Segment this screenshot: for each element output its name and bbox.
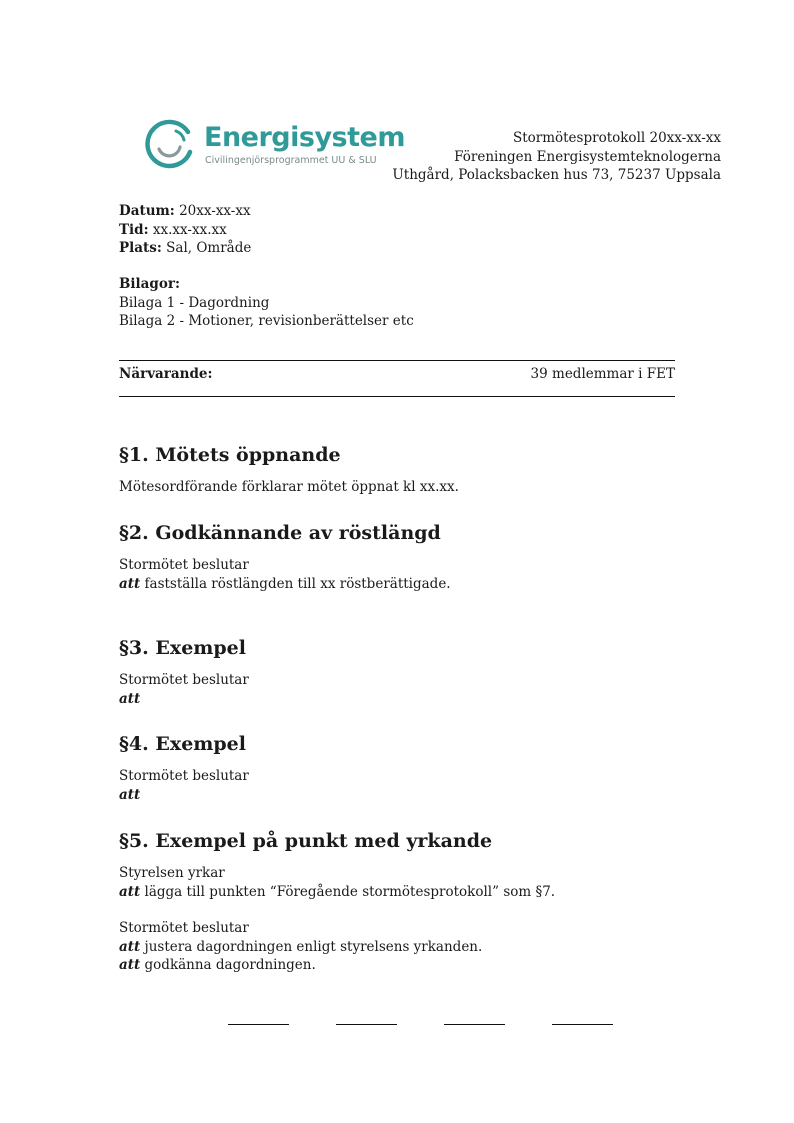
- attendance-label: Närvarande:: [119, 366, 213, 382]
- logo-subtitle: Civilingenjörsprogrammet UU & SLU: [205, 155, 377, 166]
- time-row: [119, 221, 251, 240]
- energisystem-logo: [144, 118, 405, 178]
- decision-intro: Stormötet beslutar: [119, 768, 249, 784]
- section-heading: §3. Exempel: [119, 637, 246, 659]
- section-3: [119, 636, 699, 708]
- section-body: [119, 767, 699, 804]
- attachments-label: Bilagor:: [119, 276, 180, 292]
- decision-intro: Stormötet beslutar: [119, 920, 249, 936]
- section-2: [119, 521, 699, 593]
- header-address: Uthgård, Polacksbacken hus 73, 75237 Uppsala: [392, 167, 721, 183]
- date-value: 20xx-xx-xx: [179, 203, 251, 219]
- section-4: [119, 732, 699, 804]
- section-body: [119, 864, 699, 975]
- proposal-text: lägga till punkten “Föregående stormötesprotokoll” som §7.: [144, 883, 556, 900]
- attendance-row: [119, 366, 675, 382]
- place-label: Plats:: [119, 240, 162, 256]
- attendance-value: 39 medlemmar i FET: [530, 366, 675, 382]
- section-body: [119, 556, 699, 593]
- section-5: [119, 829, 699, 975]
- att-keyword: att: [119, 786, 141, 803]
- date-label: Datum:: [119, 203, 175, 219]
- decision-line: [119, 938, 699, 957]
- time-label: Tid:: [119, 221, 149, 238]
- signature-line: [228, 1024, 289, 1025]
- decision-text: justera dagordningen enligt styrelsens yrkanden.: [144, 938, 483, 955]
- section-1: [119, 443, 699, 497]
- place-row: [119, 239, 251, 258]
- decision-intro: Stormötet beslutar: [119, 672, 249, 688]
- signature-line: [552, 1024, 613, 1025]
- logo-emblem-icon: [144, 118, 198, 172]
- section-heading: §4. Exempel: [119, 733, 246, 755]
- decision-intro: Stormötet beslutar: [119, 557, 249, 573]
- section-heading: §1. Mötets öppnande: [119, 444, 341, 466]
- att-keyword: att: [119, 957, 141, 973]
- section-heading: §5. Exempel på punkt med yrkande: [119, 830, 493, 852]
- att-keyword: att: [119, 883, 141, 900]
- signature-line: [336, 1024, 397, 1025]
- att-keyword: att: [119, 938, 141, 955]
- date-row: [119, 202, 251, 221]
- section-heading: §2. Godkännande av röstlängd: [119, 522, 441, 544]
- attachment-item: Bilaga 2 - Motioner, revisionberättelser etc: [119, 313, 414, 329]
- section-text: Mötesordförande förklarar mötet öppnat kl xx.xx.: [119, 479, 459, 495]
- logo-name: Energisystem: [204, 122, 405, 153]
- decision-line: [119, 575, 699, 594]
- attachment-item: Bilaga 1 - Dagordning: [119, 294, 270, 311]
- decision-text: godkänna dagordningen.: [144, 957, 316, 973]
- divider: [119, 396, 675, 397]
- att-keyword: att: [119, 690, 141, 707]
- section-body: [119, 478, 699, 497]
- divider: [119, 360, 675, 361]
- decision-text: fastställa röstlängden till xx röstberättigade.: [144, 575, 451, 592]
- time-value: xx.xx-xx.xx: [152, 221, 227, 238]
- att-keyword: att: [119, 575, 141, 592]
- proposal-line: [119, 883, 699, 902]
- meeting-meta: [119, 202, 251, 258]
- place-value: Sal, Område: [166, 240, 252, 256]
- signature-line: [444, 1024, 505, 1025]
- document-header: [392, 129, 721, 185]
- section-body: [119, 671, 699, 708]
- header-organization: Föreningen Energisystemteknologerna: [454, 148, 721, 165]
- header-title: Stormötesprotokoll 20xx-xx-xx: [512, 130, 721, 146]
- proposal-intro: Styrelsen yrkar: [119, 865, 225, 881]
- attachments: [119, 275, 414, 331]
- decision-line: [119, 956, 699, 975]
